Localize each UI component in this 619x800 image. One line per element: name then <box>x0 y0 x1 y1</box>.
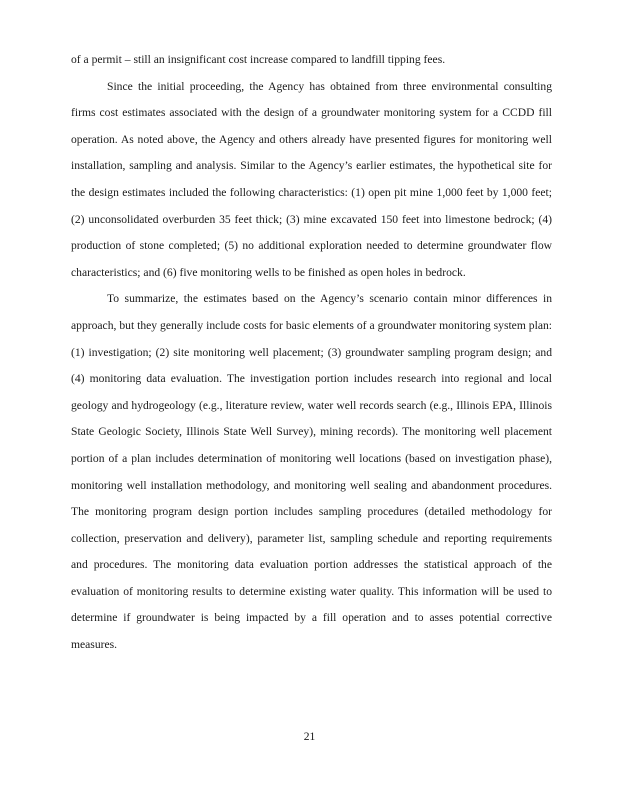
paragraph-cost-estimates: Since the initial proceeding, the Agency has obtained from three environmental consulting firms cost estimates associated with the design of a groundwater monitoring system for a CCDD fill operation. As noted above, the Agency and others already have presented figures for monitoring well installation, sampling and analysis. Similar to the Agency’s earlier estimates, the hypothetical site for the design estimates included the following characteristics: (1) open pit mine 1,000 feet by 1,000 feet; (2) unconsolidated overburden 35 feet thick; (3) mine excavated 150 feet into limestone bedrock; (4) production of stone completed; (5) no additional exploration needed to determine groundwater flow characteristics; and (6) five monitoring wells to be finished as open holes in bedrock. <box>71 79 552 279</box>
paragraph-summary: To summarize, the estimates based on the Agency’s scenario contain minor differences in approach, but they generally include costs for basic elements of a groundwater monitoring system plan: (1) investigation; (2) site monitoring well placement; (3) groundwater sampling program design; and (4) monitoring data evaluation. The investigation portion includes research into regional and local geology and hydrogeology (e.g., literature review, water well records search (e.g., Illinois EPA, Illinois State Geologic Society, Illinois State Well Survey), mining records). The monitoring well placement portion of a plan includes determination of monitoring well locations (based on investigation phase), monitoring well installation methodology, and monitoring well sealing and abandonment procedures. The monitoring program design portion includes sampling procedures (detailed methodology for collection, preservation and delivery), parameter list, sampling schedule and reporting requirements and procedures. The monitoring data evaluation portion addresses the statistical approach of the evaluation of monitoring results to determine existing water quality. This information will be used to determine if groundwater is being impacted by a fill operation and to asses potential corrective measures. <box>71 292 552 652</box>
page-number: 21 <box>303 730 316 743</box>
paragraph-continuation: of a permit – still an insignificant cost increase compared to landfill tipping fees. <box>71 53 446 66</box>
body-text <box>71 47 552 659</box>
